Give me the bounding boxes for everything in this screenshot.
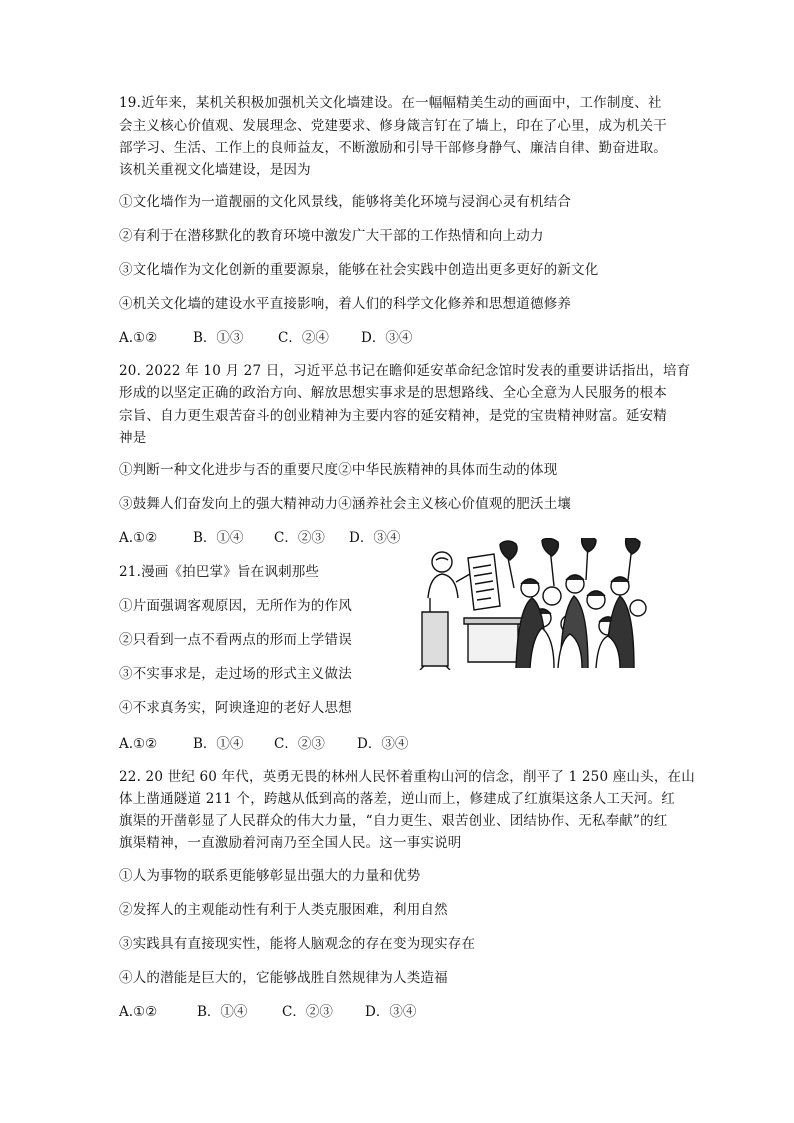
q22-item-4: ④人的潜能是巨大的，它能够战胜自然规律为人类造福 xyxy=(119,970,448,986)
q19-item-3: ③文化墙作为文化创新的重要源泉，能够在社会实践中创造出更多更好的新文化 xyxy=(119,262,599,278)
q22-item-1: ①人为事物的联系更能够彰显出强大的力量和优势 xyxy=(119,868,421,884)
q21-item-3: ③不实事求是，走过场的形式主义做法 xyxy=(119,666,352,682)
q19-stem-line-2: 会主义核心价值观、发展理念、党建要求、修身箴言钉在了墙上，印在了心里，成为机关干 xyxy=(119,118,667,134)
q20-stem-line-4: 神是 xyxy=(119,430,147,446)
q22-item-2: ②发挥人的主观能动性有利于人类克服困难，利用自然 xyxy=(119,902,448,918)
q22-item-3: ③实践具有直接现实性，能将人脑观念的存在变为现实存在 xyxy=(119,936,476,952)
q20-stem-line-3: 宗旨、自力更生艰苦奋斗的创业精神为主要内容的延安精神，是党的宝贵精神财富。延安精 xyxy=(119,408,667,424)
q19-stem-line-3: 部学习、生活、工作上的良师益友，不断激励和引导干部修身静气、廉洁自律、勤奋进取。 xyxy=(119,140,667,156)
q22-stem-line-1: 22. 20 世纪 60 年代，英勇无畏的林州人民怀着重构山河的信念，削平了 1 250 座山头，在山 xyxy=(119,769,695,785)
q20-stem-line-1: 20. 2022 年 10 月 27 日，习近平总书记在瞻仰延安革命纪念馆时发表的重要讲话指出，培育 xyxy=(119,363,691,379)
q22-option-c[interactable]: C．②③ xyxy=(282,1004,333,1020)
q20-option-c[interactable]: C．②③ xyxy=(274,530,325,546)
q19-option-a[interactable]: A.①② xyxy=(119,330,158,346)
q22-option-b[interactable]: B．①④ xyxy=(197,1004,248,1020)
q19-stem-line-4: 该机关重视文化墙建设，是因为 xyxy=(119,162,311,178)
q20-stem-line-2: 形成的以坚定正确的政治方向、解放思想实事求是的思想路线、全心全意为人民服务的根本 xyxy=(119,385,667,401)
q19-stem-line-1: 19.近年来，某机关积极加强机关文化墙建设。在一幅幅精美生动的画面中，工作制度、社 xyxy=(119,95,662,111)
q20-item-row-1: ①判断一种文化进步与否的重要尺度②中华民族精神的具体而生动的体现 xyxy=(119,462,558,478)
q19-item-4: ④机关文化墙的建设水平直接影响，着人们的科学文化修养和思想道德修养 xyxy=(119,296,572,312)
q19-option-b[interactable]: B．①③ xyxy=(193,330,244,346)
q19-item-2: ②有利于在潜移默化的教育环境中激发广大干部的工作热情和向上动力 xyxy=(119,228,544,244)
q20-option-d[interactable]: D．③④ xyxy=(349,530,401,546)
q22-stem-line-4: 旗渠精神，一直激励着河南乃至全国人民。这一事实说明 xyxy=(119,835,462,851)
q22-stem-line-2: 体上凿通隧道 211 个，跨越从低到高的落差，逆山而上，修建成了红旗渠这条人工天河。红 xyxy=(119,791,675,807)
q20-option-a[interactable]: A.①② xyxy=(119,530,158,546)
q21-item-4: ④不求真务实，阿谀逢迎的老好人思想 xyxy=(119,700,352,716)
clapping-cartoon-image xyxy=(410,538,655,670)
q22-option-a[interactable]: A.①② xyxy=(119,1004,158,1020)
q22-option-d[interactable]: D．③④ xyxy=(365,1004,417,1020)
q21-option-a[interactable]: A.①② xyxy=(119,736,158,752)
q19-option-d[interactable]: D．③④ xyxy=(361,330,413,346)
q21-option-d[interactable]: D．③④ xyxy=(357,736,409,752)
q20-item-row-2: ③鼓舞人们奋发向上的强大精神动力④涵养社会主义核心价值观的肥沃土壤 xyxy=(119,496,572,512)
q21-stem: 21.漫画《拍巴掌》旨在讽刺那些 xyxy=(119,564,320,580)
q21-option-c[interactable]: C．②③ xyxy=(274,736,325,752)
q21-option-b[interactable]: B．①④ xyxy=(193,736,244,752)
q19-item-1: ①文化墙作为一道靓丽的文化风景线，能够将美化环境与浸润心灵有机结合 xyxy=(119,194,572,210)
q21-item-2: ②只看到一点不看两点的形而上学错误 xyxy=(119,632,352,648)
q22-stem-line-3: 旗渠的开凿彰显了人民群众的伟大力量，“自力更生、艰苦创业、团结协作、无私奉献”的红 xyxy=(119,813,668,829)
q21-item-1: ①片面强调客观原因，无所作为的作风 xyxy=(119,598,352,614)
q20-option-b[interactable]: B．①④ xyxy=(193,530,244,546)
q19-option-c[interactable]: C．②④ xyxy=(278,330,329,346)
